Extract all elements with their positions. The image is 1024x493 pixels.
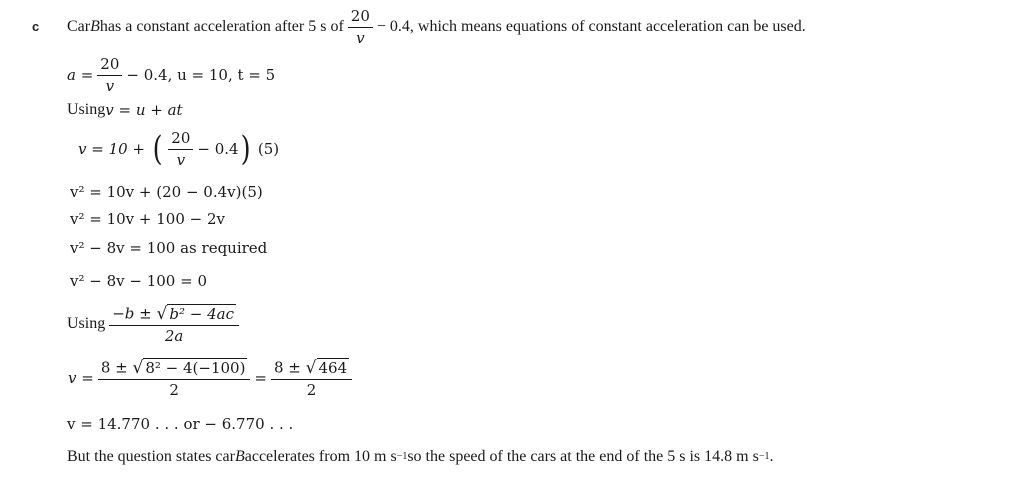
quad-sqrt-1: √ 8² − 4(−100) [132,357,246,378]
step-1: v² = 10v + (20 − 0.4v)(5) [70,183,263,201]
quad-radicand-2: 464 [318,359,348,377]
quad-lhs: v = [68,368,94,387]
quadratic-substitution-line [68,358,356,398]
quadratic-num-pre: −b ± [112,304,157,323]
quadratic-formula [109,304,239,344]
using-suvat-line [67,101,183,119]
intro-line [67,8,806,46]
givens-lhs: a = [67,65,94,84]
givens-line [67,56,275,94]
intro-before: Car [67,18,91,36]
conclusion-line [67,448,773,466]
using-equation: v = u + at [105,100,183,119]
intro-car: B [90,18,100,36]
quad-den-2: 2 [306,380,317,399]
step-3: v² − 8v = 100 as required [70,239,268,257]
sub-frac-den: v [176,150,186,169]
sub-inner: − 0.4 [197,139,239,158]
givens-rest: − 0.4, u = 10, t = 5 [126,65,276,84]
step-2: v² = 10v + 100 − 2v [70,210,226,228]
intro-mid: has a constant acceleration after 5 s of [99,18,344,36]
intro-frac-num: 20 [348,8,373,28]
conclusion-exp-2: −1 [758,451,770,463]
conclusion-mid2: so the speed of the cars at the end of the 5 s is 14.8 m s [407,448,759,465]
quad-equals: = [254,368,267,387]
right-paren: ) [240,129,251,169]
conclusion-before: But the question states car [67,448,235,465]
conclusion-end: . [769,448,774,465]
using-quadratic-line [67,304,243,344]
quadratic-denominator: 2a [164,326,184,345]
intro-after: − 0.4, which means equations of constant acceleration can be used. [376,18,806,36]
conclusion-exp-1: −1 [396,451,408,463]
part-label: c [32,19,40,34]
conclusion-mid: accelerates from 10 m s [244,448,397,465]
sub-frac-num: 20 [168,130,193,150]
quadratic-numerator [109,304,239,326]
substitution-line [78,130,279,168]
quad-num-1 [98,358,251,380]
step-4: v² − 8v − 100 = 0 [70,272,207,290]
left-paren: ( [152,129,163,169]
givens-fraction [97,56,122,94]
intro-frac-den: v [356,28,365,47]
givens-frac-num: 20 [97,56,122,76]
quad-num2-pre: 8 ± [274,358,306,377]
quadratic-radicand: b² − 4ac [169,305,234,323]
intro-fraction [348,8,373,46]
quad-fraction-2 [271,358,352,398]
quad-sqrt-2: √ 464 [305,357,348,378]
conclusion-car: B [234,448,245,465]
quad-radicand-1: 8² − 4(−100) [145,359,246,377]
sub-lhs: v = 10 + [78,139,146,158]
quad-num1-pre: 8 ± [100,358,133,377]
quad-fraction-1 [98,358,251,398]
using-word: Using [67,101,106,118]
result-line: v = 14.770 . . . or − 6.770 . . . [67,415,294,433]
using-quadratic-word: Using [67,315,106,333]
quad-den-1: 2 [169,380,179,399]
quadratic-sqrt: √ b² − 4ac [156,303,234,324]
sub-times: (5) [257,139,280,158]
sub-fraction [168,130,193,168]
givens-frac-den: v [105,76,115,95]
quad-num-2 [271,358,352,380]
